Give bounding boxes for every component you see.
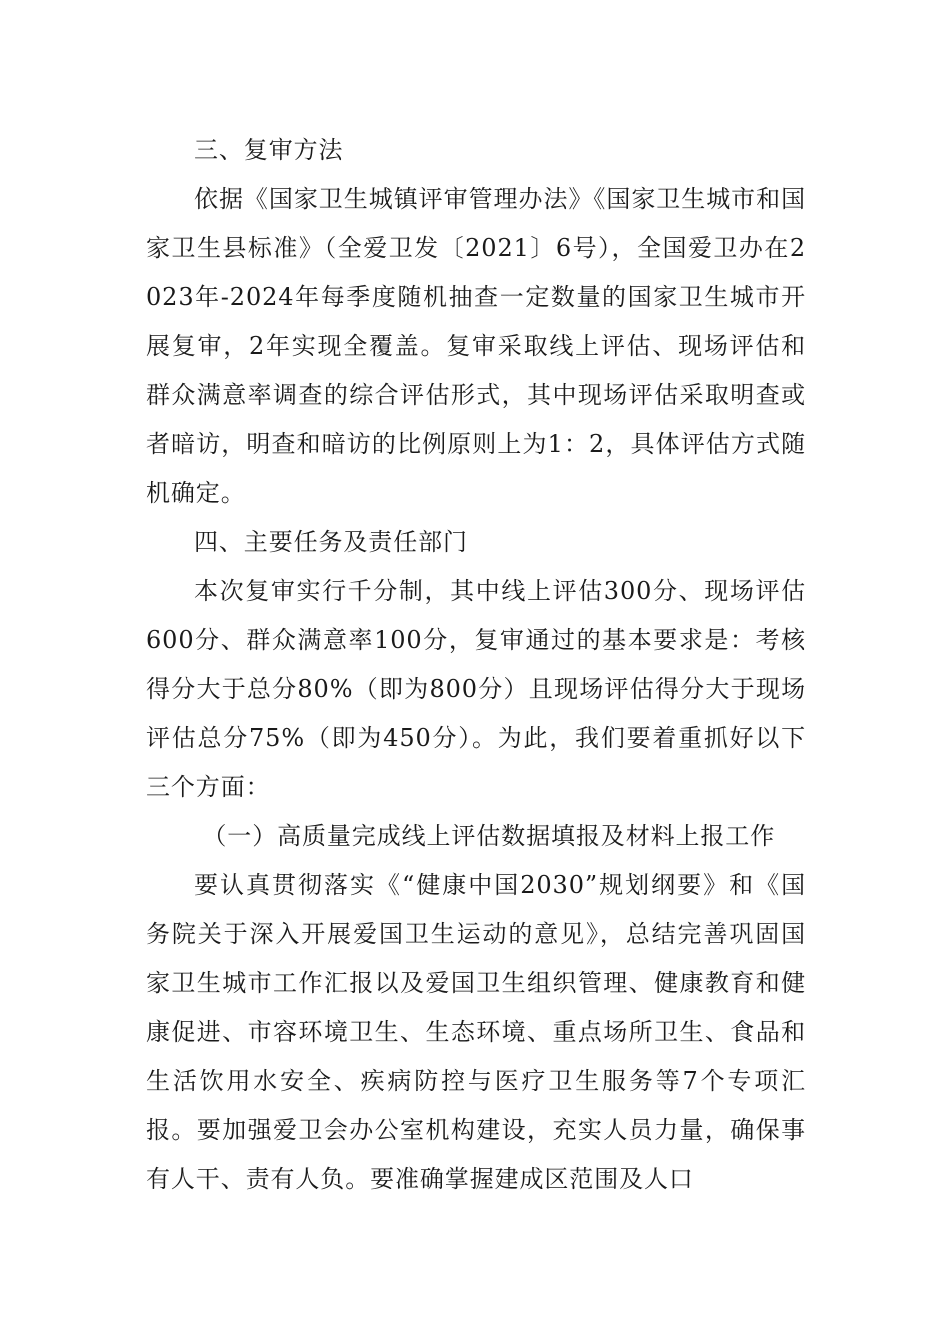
paragraph-review-basis: 依据《国家卫生城镇评审管理办法》《国家卫生城市和国家卫生县标准》（全爱卫发〔2021〕6号），全国爱卫办在2023年-2024年每季度随机抽查一定数量的国家卫生城市开展复审，2年实现全覆盖。复审采取线上评估、现场评估和群众满意率调查的综合评估形式，其中现场评估采取明查或者暗访，明查和暗访的比例原则上为1：2，具体评估方式随机确定。 (146, 185, 806, 507)
section-heading-review-method: 三、复审方法 (194, 136, 344, 164)
document-body (146, 126, 806, 1204)
paragraph-scoring-system: 本次复审实行千分制，其中线上评估300分、现场评估600分、群众满意率100分，复审通过的基本要求是：考核得分大于总分80%（即为800分）且现场评估得分大于现场评估总分75%（即为450分）。为此，我们要着重抓好以下三个方面： (146, 577, 806, 801)
section-heading-main-tasks: 四、主要任务及责任部门 (194, 528, 468, 556)
subheading-online-evaluation: （一）高质量完成线上评估数据填报及材料上报工作 (202, 822, 776, 850)
paragraph-online-evaluation-details: 要认真贯彻落实《“健康中国2030”规划纲要》和《国务院关于深入开展爱国卫生运动的意见》，总结完善巩固国家卫生城市工作汇报以及爱国卫生组织管理、健康教育和健康促进、市容环境卫生、生态环境、重点场所卫生、食品和生活饮用水安全、疾病防控与医疗卫生服务等7个专项汇报。要加强爱卫会办公室机构建设，充实人员力量，确保事有人干、责有人负。要准确掌握建成区范围及人口 (146, 871, 806, 1193)
